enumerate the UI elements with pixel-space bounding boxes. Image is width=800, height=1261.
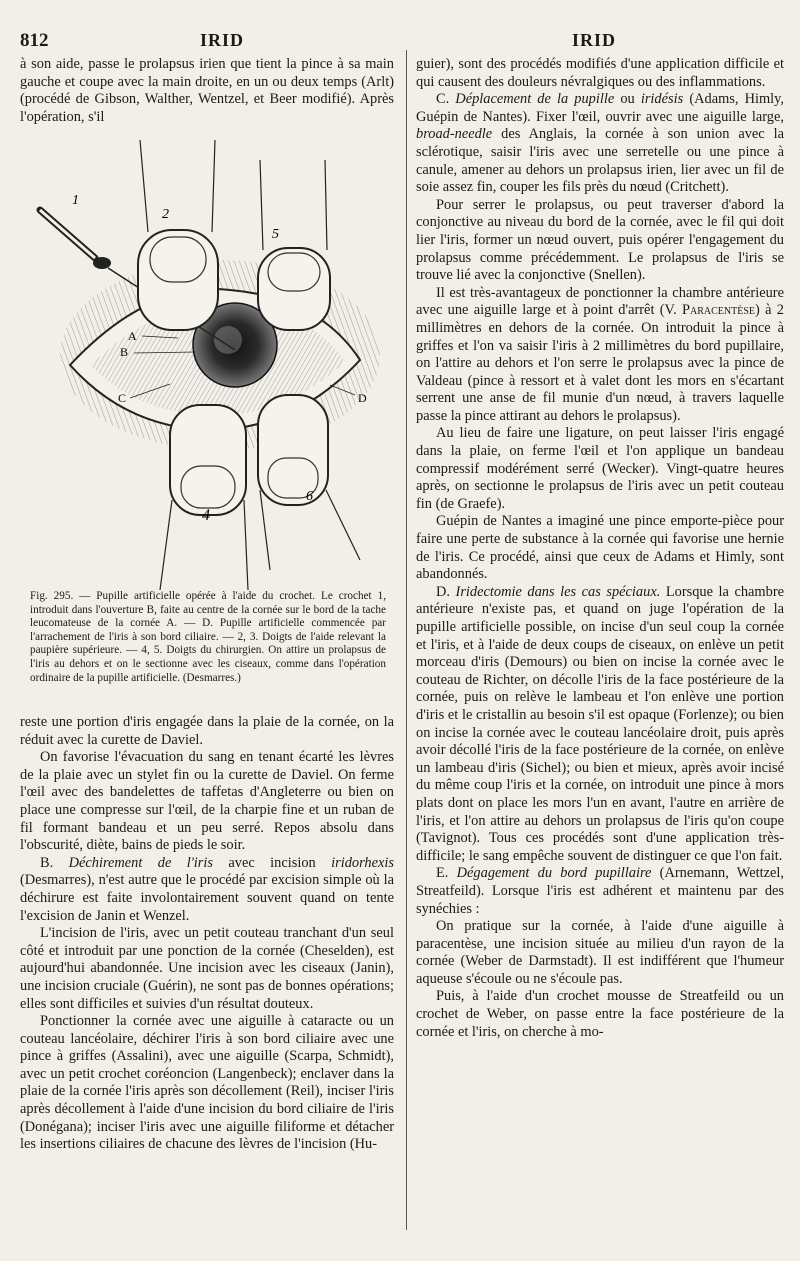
label-B: B <box>120 345 129 359</box>
column-divider <box>406 50 407 1230</box>
section-e-title: Dégagement du bord pupillaire <box>456 865 652 882</box>
label-D: D <box>358 391 367 405</box>
right-paragraph-6: Guépin de Nantes a imaginé une pince emporte-pièce pour faire une perte de substance à la cornée qui favorise une hernie de l'iris. Ce procédé, ainsi que ceux de Adams et Himly, sont abandonnés. <box>416 513 784 583</box>
section-c-term: iridésis <box>640 91 684 108</box>
section-d-letter: D. <box>436 583 456 600</box>
section-d-rest: Lorsque la chambre antérieure n'existe pas, et quand on juge l'opération de la pupille artificielle possible, on incise d'un seul coup la cornée et l'iris, et à l'aide de deux coups de ciseaux, on enlève un petit morceau d'iris (Demours) ou bien on incise la cornée avec le couteau de Richter, on décolle l'iris de la face postérieure de la cornée, puis on relève le lambeau et l'on enlève une portion d'iris et le cristallin au besoin s'il est opaque (Forlenze); ou bien on incise la cornée avec le couteau lancéolaire droit, puis après avoir décollé l'iris de la face postérieure de la cornée, on enlève un lambeau d'iris (Sichel); ou bien et mieux, après avoir incisé du même coup l'iris et la cornée, on introduit une pince à mors plats dont on place les mors l'un en avant, l'autre en arrière de l'iris, et l'on attire au dehors un prolapsus de l'iris qu'on coupe (Tavignot). Tous ces procédés sont d'une application très-difficile; le sang empêche souvent de distinguer ce que l'on fait. <box>416 583 784 864</box>
label-A: A <box>128 329 137 343</box>
right-paragraph-1: guier), sont des procédés modifiés d'une application difficile et qui causent des douleurs névralgiques ou des inflammations. <box>416 56 784 90</box>
para4-text-b: ) à 2 millimètres en dehors de la cornée. On introduit la pince à griffes et l'on va saisir l'iris à 2 millimètres du bord pupillaire, on l'attire au dehors et l'on serre le prolapsus avec la pince de Valdeau (pince à ressort et à valet dont les mors en s'écartant serrent une anse de fil munie d'un nœud, à travers laquelle passe la pince attirant au dehors le prolapsus). <box>416 302 784 424</box>
label-4: 4 <box>202 507 210 524</box>
section-b-rest: (Desmarres), n'est autre que le procédé par excision simple où la déchirure est faite involontairement souvent quand on tente l'excision de Janin et Wenzel. <box>20 872 394 924</box>
right-paragraph-4 <box>416 285 784 426</box>
section-e-letter: E. <box>436 865 457 882</box>
right-paragraph-7 <box>416 584 784 866</box>
figure-caption-text: Fig. 295. — Pupille artificielle opérée à l'aide du crochet. Le crochet 1, introduit dans l'ouverture B, faite au centre de la cornée sur le bord de la tache leucomateuse de la cornée A. — D. Pupille artificielle commencée par l'arrachement de l'iris à son bord ciliaire. — 2, 3. Doigts de l'aide relevant la paupière supérieure. — 4, 5. Doigts du chirurgien. On attire un prolapsus de l'iris au dehors et on le sectionne avec les ciseaux, comme dans l'opération ordinaire de la pupille artificielle. (Desmarres.) <box>30 590 386 684</box>
left-paragraph-1: à son aide, passe le prolapsus irien que tient la pince à sa main gauche et coupe avec la main droite, en un ou deux temps (Arlt) (procédé de Gibson, Walther, Wentzel, et Beer modifié). Après l'opération, s'il <box>20 56 394 125</box>
section-c-mid: ou <box>614 91 641 108</box>
section-b-letter: B. <box>40 854 69 871</box>
para4-text-a: Il est très-avantageux de ponctionner la chambre antérieure avec une aiguille large et à point d'arrêt (V. <box>416 284 784 319</box>
right-paragraph-3: Pour serrer le prolapsus, ou peut traverser d'abord la conjonctive au niveau du bord de la cornée, avec le fil qui doit lier l'iris, former un nœud ouvert, puis opérer l'engagement du prolapsus comme précédemment. Le prolapsus de l'iris se trouve lié avec la conjonctive (Snellen). <box>416 196 784 284</box>
right-paragraph-2 <box>416 91 784 197</box>
left-paragraph-6: Ponctionner la cornée avec une aiguille à cataracte ou un couteau lancéolaire, déchirer l'iris à son bord ciliaire avec une pince à griffes (Assalini), avec une aiguille (Scarpa, Schmidt), avec un petit crochet coréoncion (Langenbeck); enclaver dans la plaie de la cornée l'iris après son décollement (Reil), inciser l'iris après décollement à l'aide d'une incision du bord ciliaire de l'iris (Donégana); inciser l'iris avec une aiguille filiforme et détacher les insertions ciliaires de chacune des lèvres de l'incision (Hu- <box>20 1013 394 1153</box>
section-c-title: Déplacement de la pupille <box>455 91 615 108</box>
label-2: 2 <box>162 207 169 222</box>
section-c-letter: C. <box>436 91 456 108</box>
label-3: 5 <box>272 227 279 242</box>
left-column-top <box>20 56 394 126</box>
figure-caption <box>30 590 386 685</box>
left-paragraph-4 <box>20 855 394 925</box>
right-paragraph-9: On pratique sur la cornée, à l'aide d'une aiguille à paracentèse, une incision située au milieu d'un rayon de la cornée (Weber de Darmstadt). Il est indifférent que l'humeur aqueuse s'écoule ou ne s'écoule pas. <box>416 918 784 987</box>
para4-crossref: Paracentèse <box>681 302 755 319</box>
section-c-text-b: des Anglais, la cornée à son union avec la sclérotique, saisir l'iris avec une serretelle ou une pince à canule, amener au dehors un prolapsus irien, lier avec un fil de soie assez fin, couper les fils près du nœud (Critchett). <box>416 126 784 196</box>
right-paragraph-8 <box>416 865 784 918</box>
right-column <box>416 56 784 1041</box>
crochet-ferrule <box>93 257 111 269</box>
label-1: 1 <box>72 193 79 208</box>
left-column-bottom <box>20 714 394 1154</box>
right-paragraph-10: Puis, à l'aide d'un crochet mousse de Streatfeild ou un crochet de Weber, on passe entre la face postérieure de la cornée et l'iris, on cherche à mo- <box>416 988 784 1040</box>
section-b-title: Déchirement de l'iris <box>68 854 214 871</box>
figure-eye-operation <box>30 140 390 590</box>
left-paragraph-5: L'incision de l'iris, avec un petit couteau tranchant d'un seul côté et introduit par une ponction de la cornée (Cheselden), est aujourd'hui abandonnée. Une incision avec les ciseaux (Janin), une incision cruciale (Guérin), ne sont pas de bonnes opérations; elles sont difficiles et suivies d'un résultat douteux. <box>20 925 394 1012</box>
page-number: 812 <box>20 30 49 51</box>
running-header <box>20 30 780 56</box>
section-e-rest: (Arnemann, Wettzel, Streatfeild). Lorsque l'iris est adhérent et maintenu par des synéchies : <box>416 865 784 917</box>
finger-4 <box>160 405 248 590</box>
left-paragraph-2: reste une portion d'iris engagée dans la plaie de la cornée, on la réduit avec la curette de Daviel. <box>20 714 394 748</box>
section-d-title: Iridectomie dans les cas spéciaux. <box>455 583 661 600</box>
right-running-title: IRID <box>572 30 617 50</box>
finger-6 <box>258 395 360 570</box>
right-paragraph-5: Au lieu de faire une ligature, on peut laisser l'iris engagé dans la plaie, on ferme l'œil et l'on applique un bandeau compressif modérément serré (Wecker). Vingt-quatre heures après, on sectionne le prolapsus de l'iris avec un petit couteau fin (de Graefe). <box>416 425 784 512</box>
left-running-title: IRID <box>200 30 245 50</box>
section-b-term: iridorhexis <box>331 854 395 871</box>
crochet-handle-inner <box>40 210 95 258</box>
section-b-mid: avec incision <box>213 854 332 871</box>
left-paragraph-3: On favorise l'évacuation du sang en tenant écarté les lèvres de la plaie avec un stylet fin ou la curette de Daviel. On ferme l'œil avec des bandelettes de taffetas d'Angleterre ou bien on place une compresse sur l'œil, de la charpie fine et un ruban de fil formant bandeau et un peu serré. Repos absolu dans l'obscurité, diète, bains de pieds le soir. <box>20 749 394 854</box>
label-6: 6 <box>306 489 313 504</box>
finger-3 <box>258 160 330 330</box>
section-c-term-english: broad-needle <box>416 126 493 143</box>
label-C: C <box>118 391 127 405</box>
finger-2 <box>138 140 218 330</box>
section-c-text-a: (Adams, Himly, Guépin de Nantes). Fixer l'œil, ouvrir avec une aiguille large, <box>416 91 785 125</box>
